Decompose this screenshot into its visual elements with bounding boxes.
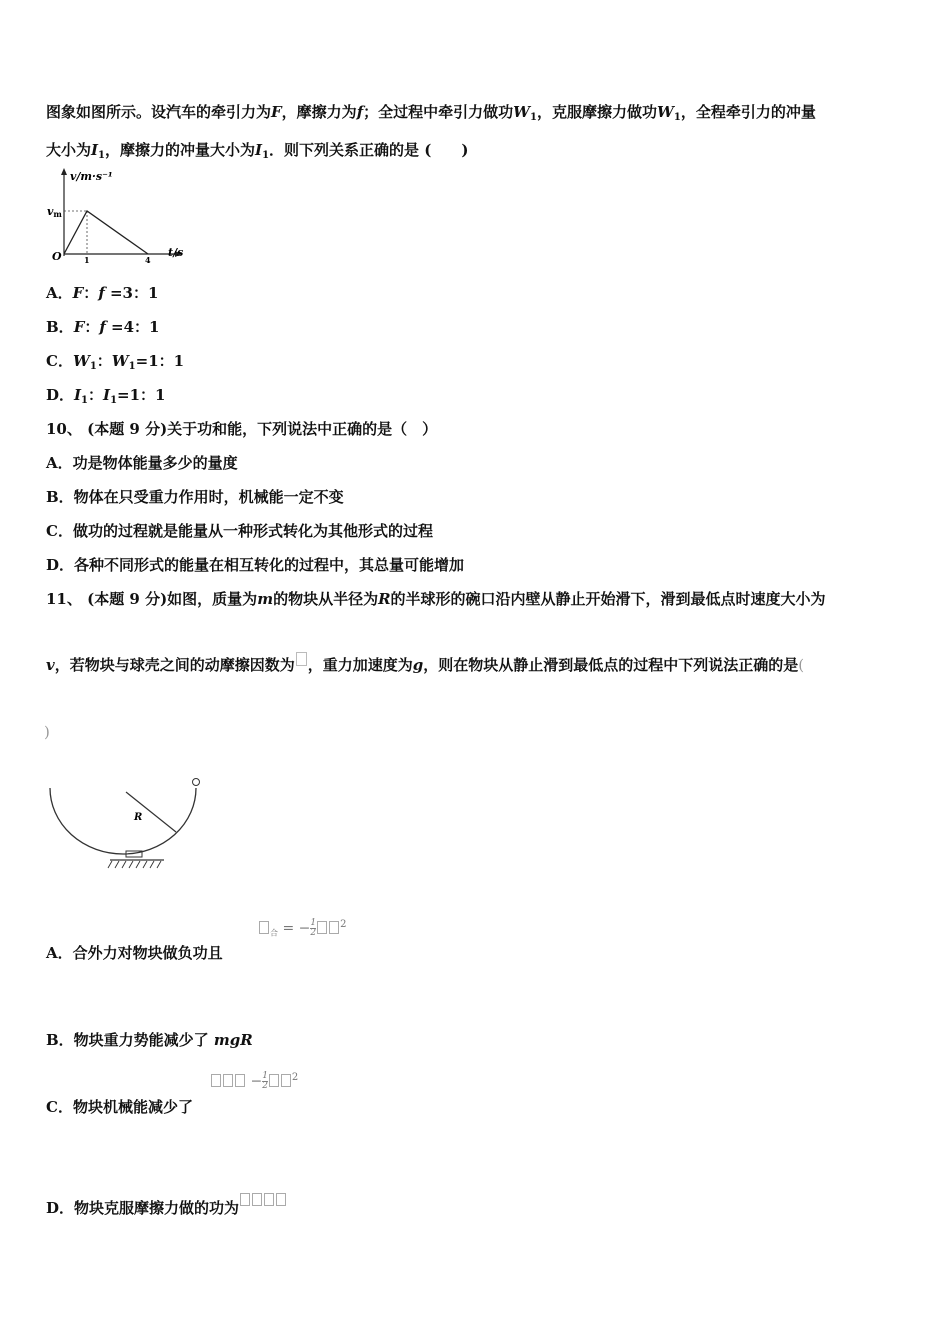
q11-stem-paren-close: ) bbox=[44, 723, 50, 741]
q11-option-b: B．物块重力势能减少了 mgR bbox=[46, 1031, 253, 1049]
q10-option-a: A．功是物体能量多少的量度 bbox=[46, 454, 238, 472]
q10-option-c: C．做功的过程就是能量从一种形式转化为其他形式的过程 bbox=[46, 522, 433, 540]
bowl-figure bbox=[46, 774, 206, 880]
q10-option-b: B．物体在只受重力作用时，机械能一定不变 bbox=[46, 488, 344, 506]
vt-graph bbox=[44, 166, 194, 266]
q9-option-a: A．F：f =3：1 bbox=[46, 284, 159, 302]
q11-option-a: A．合外力对物块做负功且 bbox=[46, 944, 223, 962]
q10-option-d: D．各种不同形式的能量在相互转化的过程中，其总量可能增加 bbox=[46, 556, 465, 574]
vt-graph-tick-4: 4 bbox=[145, 255, 151, 265]
q9-stem-line1: 图象如图所示。设汽车的牵引力为F，摩擦力为f；全过程中牵引力做功$W_1$，克服摩擦力做功$W_1$，全程牵引力的冲量 bbox=[46, 103, 816, 123]
bowl-arc bbox=[50, 788, 196, 854]
radius-label: R bbox=[134, 812, 143, 823]
q11-option-d: D．物块克服摩擦力做的功为 bbox=[46, 1198, 287, 1219]
q11-option-c-formula: − $\frac{1}{2}$ $^2$ bbox=[210, 1072, 298, 1091]
vt-graph-xlabel: t/s bbox=[168, 246, 184, 259]
vt-graph-y-arrow bbox=[61, 168, 67, 175]
q11-stem-line1: 11、 (本题 9 分)如图，质量为m的物块从半径为R的半球形的碗口沿内壁从静止开始滑下，滑到最低点时速度大小为 bbox=[46, 590, 826, 608]
q11-option-c: C．物块机械能减少了 bbox=[46, 1098, 193, 1116]
q9-option-d: D．$I_1$：$I_1=1$：1 bbox=[46, 386, 166, 406]
q11-option-a-formula: $_合$ = − $\frac{1}{2}$ $^2$ bbox=[258, 919, 346, 939]
q10-stem: 10、 (本题 9 分)关于功和能，下列说法中正确的是（ ） bbox=[46, 420, 438, 438]
q9-option-c: C．$W_1$：$W_1=1$：1 bbox=[46, 352, 185, 372]
ground-hatch bbox=[108, 861, 161, 868]
vt-graph-tick-1: 1 bbox=[84, 255, 90, 265]
vt-graph-origin: O bbox=[52, 250, 62, 263]
vt-graph-vm-label: vm bbox=[47, 205, 62, 219]
vt-graph-velocity-line bbox=[64, 211, 148, 254]
q9-option-b: B．F：f =4：1 bbox=[46, 318, 160, 336]
q9-stem-line2: 大小为$I_1$，摩擦力的冲量大小为$I_1$．则下列关系正确的是 ( ) bbox=[46, 141, 469, 161]
block-at-rim bbox=[193, 779, 200, 786]
vt-graph-ylabel: v/m·s⁻¹ bbox=[70, 170, 113, 183]
q11-option-d-formula bbox=[239, 1193, 287, 1209]
mu-placeholder-icon bbox=[296, 652, 307, 666]
q11-stem-line2: v，若物块与球壳之间的动摩擦因数为 ，重力加速度为g，则在物块从静止滑到最低点的过程中下列说法正确的是( bbox=[46, 652, 804, 675]
